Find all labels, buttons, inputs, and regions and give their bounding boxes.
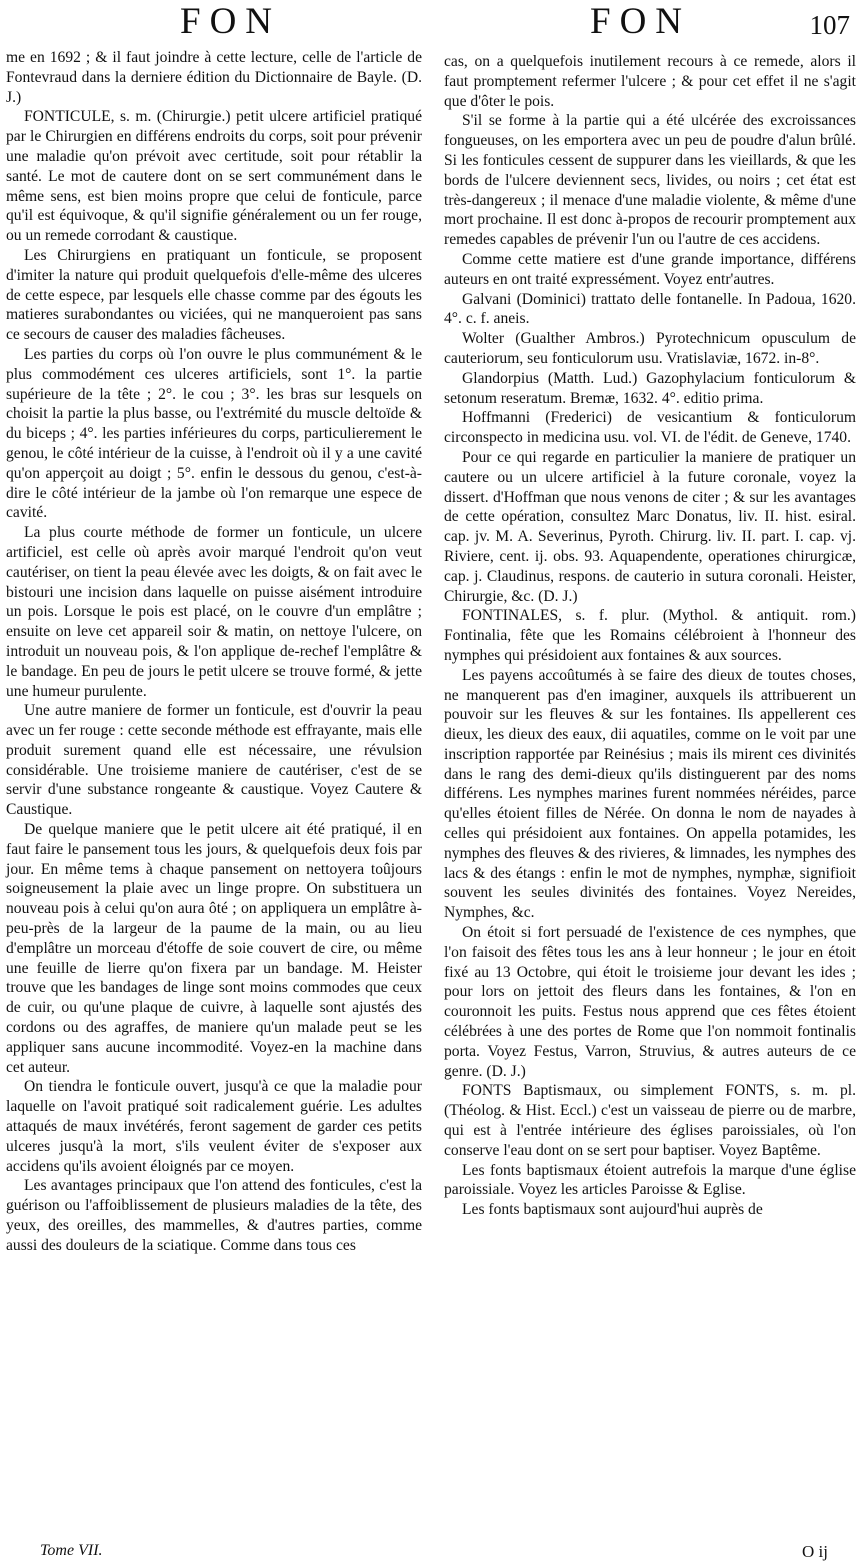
running-head-left: FON [180, 1, 282, 42]
paragraph: Comme cette matiere est d'une grande importance, différens auteurs en ont traité expressément. Voyez entr'autres. [444, 250, 856, 288]
paragraph: Les payens accoûtumés à se faire des dieux de toutes choses, ne manquerent pas d'en imaginer, auxquels ils attribuerent un pouvoir sur les fleuves & sur les fontaines. Ils appellerent ces dieux, les dieux des eaux, dii aquatiles, comme on le voit par une inscription rapportée par Reinésius ; mais ils mirent ces divinités dans le rang des demi-dieux qu'ils distinguerent par des noms différens. Les nymphes marines furent nommées néréides, parce qu'elles étoient filles de Nérée. On donna le nom de nayades à celles qui présidoient aux fontaines. On appella potamides, les nymphes des fleuves & des rivieres, & limnades, les nymphes des lacs & des étangs : enfin le mot de nymphes, nymphæ, signifioit souvent les seules divinités des fontaines. Voyez Nereides, Nymphes, &c. [444, 666, 856, 922]
bibliography-entry: Hoffmanni (Frederici) de vesicantium & fonticulorum circonspecto in medicina usu. vol. VI. de l'édit. de Geneve, 1740. [444, 409, 856, 447]
paragraph: Une autre maniere de former un fonticule, est d'ouvrir la peau avec un fer rouge : cette seconde méthode est effrayante, mais elle produit surement quand elle est nécessaire, une révulsion considérable. Une troisieme maniere de cautériser, c'est de se servir d'une substance rongeante & caustique. Voyez Cautere & Caustique. [6, 702, 422, 819]
running-head-right: FON [590, 1, 692, 42]
signature-mark: O ij [802, 1542, 828, 1561]
page-number: 107 [809, 10, 850, 40]
paragraph: Pour ce qui regarde en particulier la maniere de pratiquer un cautere ou un ulcere artificiel à la future coronale, voyez la dissert. d'Hoffman que nous venons de citer ; & sur les avantages de cette opération, consultez Marc Donatus, liv. II. hist. esiral. cap. jv. M. A. Severinus, Pyroth. Chirurg. liv. II. part. I. cap. vj. Riviere, cent. ij. obs. 93. Aquapendente, operationes chirurgicæ, cap. j. Claudinus, respons. de cauterio in sutura coronali. Heister, Chirurgie, &c. (D. J.) [444, 448, 856, 605]
paragraph: Les fonts baptismaux sont aujourd'hui auprès de [462, 1201, 763, 1219]
entry-fonts: FONTS Baptismaux, ou simplement FONTS, s. m. pl. (Théolog. & Hist. Eccl.) c'est un vaisseau de pierre ou de marbre, qui est à l'entrée intérieure des églises paroissiales, où l'on conserve l'eau dont on se sert pour baptiser. Voyez Baptême. [444, 1082, 856, 1159]
paragraph: cas, on a quelquefois inutilement recours à ce remede, alors il faut promptement refermer l'ulcere ; & pour cet effet il ne s'agit que d'ôter le pois. [444, 53, 856, 110]
left-column [6, 48, 422, 1256]
paragraph: On étoit si fort persuadé de l'existence de ces nymphes, que l'on faisoit des fêtes tous les ans à leur honneur ; le jour en étoit fixé au 13 Octobre, qui étoit le troisieme jour devant les ides ; pour lors on jettoit des fleurs dans les fontaines, & l'on en couronnoit les puits. Festus nous apprend que ces fêtes étoient célébrées à une des portes de Rome que l'on nommoit fontinalis porta. Voyez Festus, Varron, Struvius, & autres auteurs de ce genre. (D. J.) [444, 924, 856, 1080]
paragraph: Les fonts baptismaux étoient autrefois la marque d'une église paroissiale. Voyez les articles Paroisse & Eglise. [444, 1161, 856, 1199]
paragraph: La plus courte méthode de former un fonticule, un ulcere artificiel, est celle où après avoir marqué l'endroit qu'on veut cautériser, on tient la peau élevée avec les doigts, & on fait avec le bistouri une incision dans laquelle on puisse aisément introduire un pois. Lorsque le pois est placé, on le couvre d'un emplâtre ; ensuite on leve cet appareil soir & matin, on nettoye l'ulcere, on introduit un nouveau pois, & l'on applique de-rechef l'emplâtre & le bandage. En peu de jours le petit ulcere se trouve formé, & jette une humeur purulente. [6, 524, 422, 700]
entry-fonticule: FONTICULE, s. m. (Chirurgie.) petit ulcere artificiel pratiqué par le Chirurgien en différens endroits du corps, soit pour prévenir une maladie qu'on prévoit avec certitude, soit pour rétablir la santé. Le mot de cautere dont on se sert communément dans le même sens, est bien moins propre que celui de fonticule, parce qu'il est équivoque, & qu'il signifie généralement ou un fer rouge, ou un remede corrodant & caustique. [6, 108, 422, 245]
paragraph: Les avantages principaux que l'on attend des fonticules, c'est la guérison ou l'affoiblissement de plusieurs maladies de la tête, des yeux, des oreilles, des mammelles, & d'autres parties, comme aussi des douleurs de la sciatique. Comme dans tous ces [6, 1177, 422, 1254]
bibliography-entry: Wolter (Gualther Ambros.) Pyrotechnicum opusculum de cauteriorum, seu fonticulorum usu. Vratislaviæ, 1672. in-8°. [444, 330, 856, 367]
paragraph: me en 1692 ; & il faut joindre à cette lecture, celle de l'article de Fontevraud dans la derniere édition du Dictionnaire de Bayle. (D. J.) [6, 49, 422, 106]
entry-fontinales: FONTINALES, s. f. plur. (Mythol. & antiquit. rom.) Fontinalia, fête que les Romains célébroient à l'honneur des nymphes qui présidoient aux fontaines & aux sources. [444, 607, 856, 664]
bibliography-entry: Galvani (Dominici) trattato delle fontanelle. In Padoua, 1620. 4°. c. f. aneis. [444, 290, 856, 328]
paragraph: S'il se forme à la partie qui a été ulcérée des excroissances fongueuses, on les emportera avec un peu de poudre d'alun brûlé. Si les fonticules cessent de suppurer dans les vieillards, & que les bords de l'ulcere deviennent secs, livides, ou noirs ; cet état est très-dangereux ; il menace d'une maladie violente, & même d'une mort prochaine. Il est donc à-propos de recourir promptement aux remedes capables de prévenir l'un ou l'autre de ces accidens. [444, 112, 856, 249]
right-column [444, 52, 856, 1220]
paragraph: Les Chirurgiens en pratiquant un fonticule, se proposent d'imiter la nature qui produit quelquefois d'elle-même des ulceres de cette espece, par lesquels elle chasse comme par des égouts les matieres surabondantes ou viciées, qui ne manqueroient pas sans ce secours de causer des maladies fâcheuses. [6, 246, 422, 344]
paragraph: De quelque maniere que le petit ulcere ait été pratiqué, il en faut faire le pansement tous les jours, & quelquefois deux fois par jour. En même tems à chaque pansement on nettoyera toûjours soigneusement la plaie avec un linge propre. On substituera un nouveau pois à celui qu'on aura ôté ; on appliquera un emplâtre à-peu-près de la largeur de la paume de la main, ou au lieu d'emplâtre un morceau d'étoffe de soie couvert de cire, ou même une feuille de lierre qu'on fixera par un bandage. M. Heister trouve que les bandages de linge sont moins commodes que ceux de cuir, ou qu'une plaque de cuivre, à laquelle sont ajustés des cordons ou des agraffes, de maniere qu'un malade peut se les appliquer sans aucune incommodité. Voyez-en la machine dans cet auteur. [6, 821, 422, 1076]
volume-label: Tome VII. [40, 1542, 103, 1559]
bibliography-entry: Glandorpius (Matth. Lud.) Gazophylacium fonticulorum & setonum reseratum. Bremæ, 1632. 4°. editio prima. [444, 369, 856, 407]
paragraph: On tiendra le fonticule ouvert, jusqu'à ce que la maladie pour laquelle on l'avoit pratiqué soit radicalement guérie. Les adultes attaqués de maux invétérés, feront sagement de garder ces petits ulceres jusqu'à la mort, s'ils veulent éviter de s'exposer aux accidens qu'ils avoient éloignés par ce moyen. [6, 1078, 422, 1175]
paragraph: Les parties du corps où l'on ouvre le plus communément & le plus commodément ces ulceres artificiels, sont 1°. la partie supérieure de la tête ; 2°. le cou ; 3°. les bras sur lesquels on choisit la partie la plus basse, ou l'extrémité du muscle deltoïde & du biceps ; 4°. les parties inférieures du corps, particulierement le genou, le côté intérieur de la cuisse, à l'endroit où il y a une cavité qu'on apperçoit au doigt ; 5°. enfin le dessous du genou, c'est-à-dire le côté intérieur de la jambe où l'on remarque une espece de cavité. [6, 345, 422, 522]
